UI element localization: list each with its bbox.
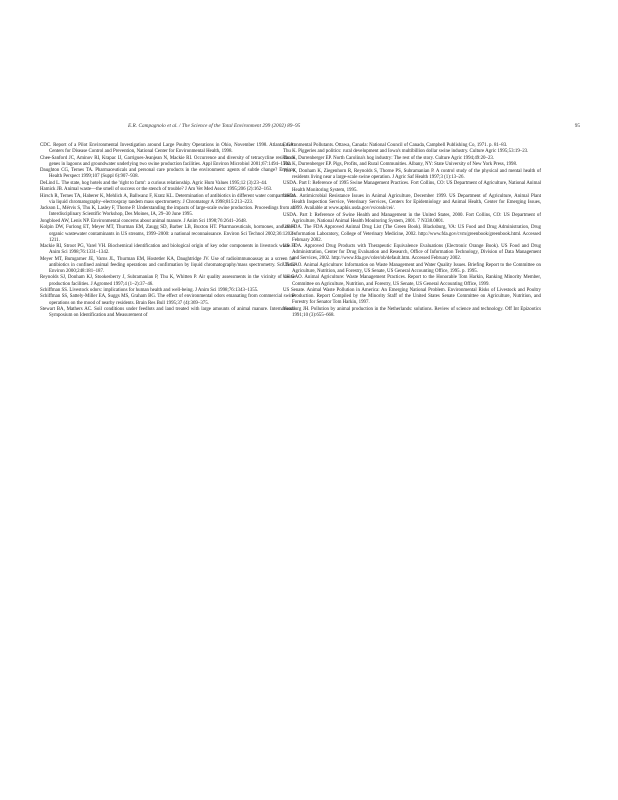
reference-entry: Environmental Pollutants. Ottawa, Canada: National Council of Canada, Campbell Publishing Co, 1971. p. 81–83. [283,143,508,148]
reference-entry: Daughton CG, Ternes TA. Pharmaceuticals and personal care products in the environment: agents of subtle change? Environ Health Perspect 1999;107 (Suppl 6):907–938. [40,168,295,180]
reference-entry: Meyer MT, Bumgarner JE, Varns JL, Thurman EM, Hostetler KA, Daughtridge JV. Use of radioimmunoassay as a screen for antibiotics in confined animal feeding operations and confirmation by liquid chromatography/mass spectrometry. Sci Total Environ 2000;248:181–187. [40,256,295,274]
reference-entry: US FDA. Approved Drug Products with Therapeutic Equivalence Evaluations (Electronic Orange Book). US Food and Drug Administration, Center for Drug Evaluation and Research, Office of Information Technology, Division of Data Management and Services, 2002. http://www.fda.gov/cder/ob/default.htm. Accessed February 2002. [283,244,541,262]
reference-entry: Chee-Sanford JC, Aminov RI, Krapac IJ, Garrigues-Jeanjean N, Mackie RI. Occurrence and diversity of tetracycline resistance genes in lagoons and groundwater underlying two swine production facilities. Appl Environ Microbiol 2001;67:1494–1502. [40,155,295,167]
references-right-column [283,143,541,319]
reference-entry: Thu K, Donham K, Ziegenhorn R, Reynolds S, Thorne PS, Subramanian P. A control study of the physical and mental health of residents living near a large-scale swine operation. J Agric Saf Health 1997;3 (1):13–26. [283,168,541,180]
reference-entry: Kolpin DW, Furlong ET, Meyer MT, Thurman EM, Zaugg SD, Barber LB, Buxton HT. Pharmaceuticals, hormones, and other organic wastewater contaminants in US streams, 1999–2000: a national reconnaissance. Environ Sci Technol 2002;36:1202–1211. [40,225,295,243]
reference-entry: Jackson L, Mérvis S, Thu K, Lasley F, Thorne P. Understanding the impacts of large-scale swine production. Proceedings from an Interdisciplinary Scientific Workshop, Des Moines, IA, 29–30 June 1995. [40,206,295,218]
reference-entry: Hirsch R, Ternes TA, Haberer K, Mehlich A, Ballwanz F, Kratz KL. Determination of antibiotics in different water compartments via liquid chromatography–electrospray tandem mass spectrometry. J Chromatogr A 1998;815:213–223. [40,193,295,205]
reference-entry: US GAO. Animal Agriculture: Information on Waste Management and Water Quality Issues. Briefing Report to the Committee on Agriculture, Nutrition, and Forestry, US Senate, US General Accounting Office, 1995. p. 1995. [283,262,541,274]
reference-entry: Schiffman SS, Sattely-Miller EA, Suggs MS, Graham BG. The effect of environmental odors emanating from commercial swine operations on the mood of nearby residents. Brain Res Bull 1995;37 (4):369–375. [40,294,295,306]
reference-entry: DeLind L. The state, hog hotels and the 'right to farm': a curious relationship. Agric Hum Values 1995;12 (3):23–44. [40,180,268,186]
reference-entry: Schiffman SS. Livestock odors: implications for human health and well-being. J Anim Sci 1998;76:1343–1355. [40,288,259,293]
reference-entry: US GAO. Animal Agriculture: Waste Management Practices. Report to the Honorable Tom Harkin, Ranking Minority Member, Committee on Agriculture, Nutrition, and Forestry, US Senate, US General Accounting Office, 1999. [283,275,541,287]
reference-entry: US Senate. Animal Waste Pollution in America: An Emerging National Problem. Environmental Risks of Livestock and Poultry Production. Report Compiled by the Minority Staff of the United States Senate Committee on Agriculture, Nutrition, and Forestry for Senator Tom Harkin, 1997. [283,288,541,306]
reference-entry: Thu K, Durrenberger EP. North Carolina's hog industry: The rest of the story. Culture Agric 1994;49:20–23. [283,155,495,161]
running-header [40,123,580,133]
reference-entry: Jongbloed AW, Lenis NP. Environmental concerns about animal manure. J Anim Sci 1998;76:2641–2648. [40,218,247,224]
reference-entry: Hamick JB. Animal waste—the smell of success or the stench of trouble? J Am Vet Med Assoc 1995;206 (2):162–163. [40,187,273,193]
page-number: 95 [574,123,580,129]
reference-entry: Thu K. Piggeries and politics: rural development and Iowa's multibillion dollar swine industry. Culture Agric 1995;53:19–23. [283,149,529,155]
reference-entry: Reynolds SJ, Donham KJ, Stookesberry J, Subramanian P, Thu K, Whitten P. Air quality assessments in the vicinity of swine production facilities. J Agromed 1997;4 (1–2):37–46. [40,275,295,287]
reference-entry: CDC. Report of a Pilot Environmental Investigation around Large Poultry Operations in Ohio, November 1998. Atlanta, GA: Centers for Disease Control and Prevention, National Center for Environmental Health, 1998. [40,143,295,155]
reference-entry: USDA. Part I: Reference of 1995 Swine Management Practices. Fort Collins, CO: US Department of Agriculture, National Animal Health Monitoring System, 1995. [283,181,541,193]
reference-entry: Voorburg JH. Pollution by animal production in the Netherlands: solutions. Review of science and technology. Off Int Epizootics 1991;10 (3):655–668. [283,306,541,318]
reference-entry: Thu K, Durrenberger EP. Pigs, Profits, and Rural Communities. Albany, NY: State University of New York Press, 1998. [283,162,518,168]
reference-entry: Mackie RI, Stroot PG, Varel VH. Biochemical identification and biological origin of key odor components in livestock waste. J Anim Sci 1998;76:1331–1342. [40,244,295,256]
reference-entry: USDA. Part I: Reference of Swine Health and Management in the United States, 2000. Fort Collins, CO: US Department of Agriculture, National Animal Health Monitoring System, 2001. 7 N338.0801. [283,212,541,224]
running-title: E.R. Campagnolo et al. / The Science of the Total Environment 299 (2002) 89–95 [128,123,301,129]
reference-entry: Stewart BA, Mathers AC. Soil conditions under feedlots and land treated with large amounts of animal manure. International Symposium on Identification and Measurement of [40,307,295,319]
reference-entry: USDA. Antimicrobial Resistance Issues in Animal Agriculture, December 1999. US Department of Agriculture, Animal Plant Health Inspection Service, Veterinary Services, Centers for Epidemiology and Animal Health, Center for Emerging Issues, 1999. Available at www.aphis.usda.gov/vs/ceah/cei/. [283,194,541,212]
reference-entry: US FDA. The FDA Approved Animal Drug List (The Green Book). Blacksburg, VA: US Food and Drug Administration, Drug Information Laboratory, College of Veterinary Medicine, 2002. http://www.fda.gov/cvm/greenbook/greenbook.html. Accessed February 2002. [283,225,541,243]
references-left-column [40,143,295,320]
